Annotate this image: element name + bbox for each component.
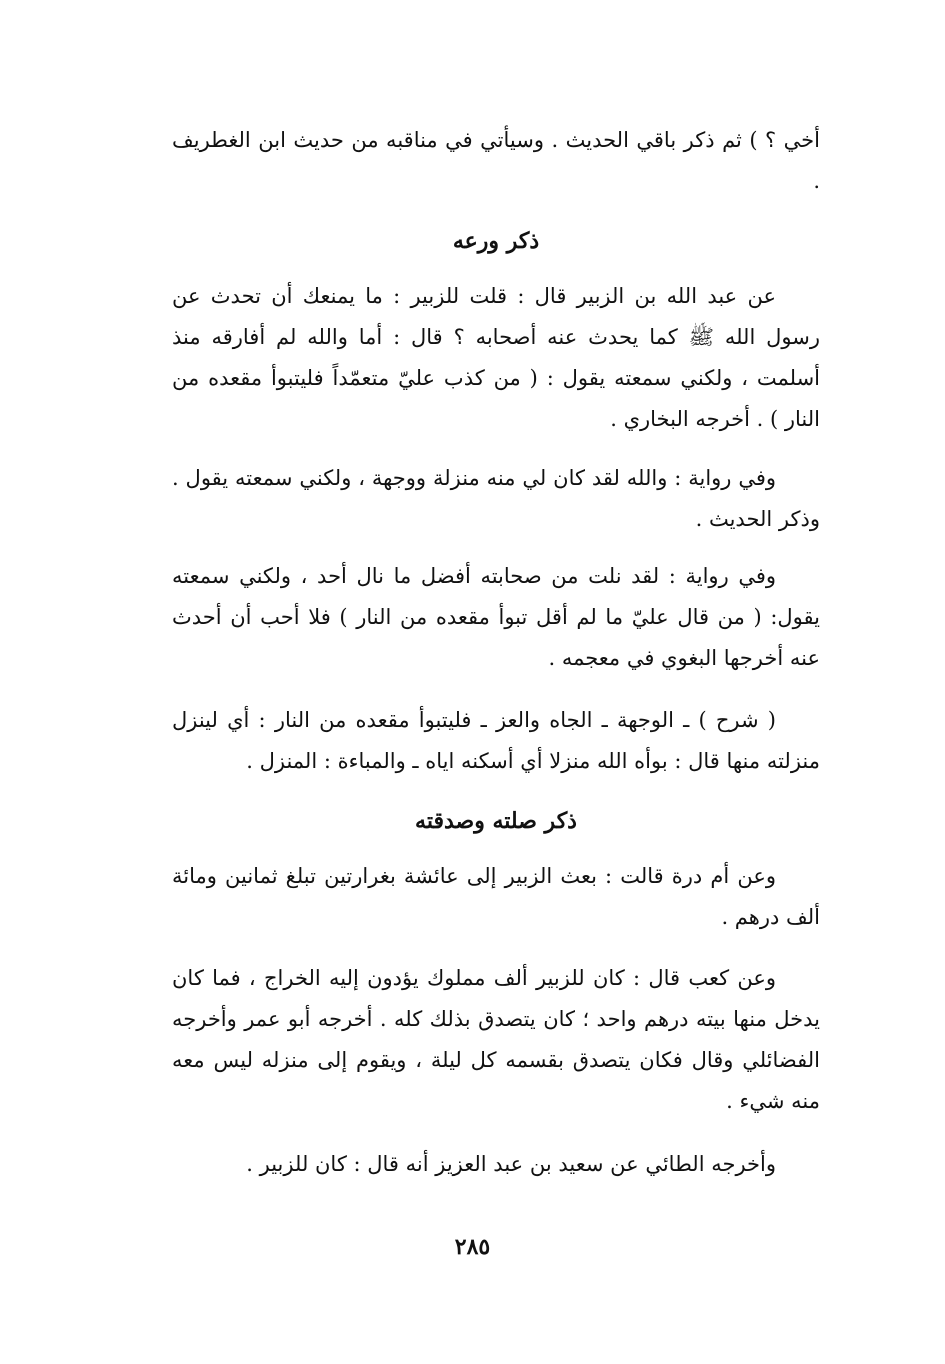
paragraph-umm-durra: وعن أم درة قالت : بعث الزبير إلى عائشة بغرارتين تبلغ ثمانين ومائة ألف درهم . — [172, 864, 820, 929]
section-heading-charity: ذكر صلته وصدقته — [415, 808, 577, 834]
paragraph-explanation: ( شرح ) ـ الوجهة ـ الجاه والعز ـ فليتبوأ مقعده من النار : أي لينزل منزلته منها قال : بوأه الله منزلا أي أسكنه اياه ـ والمباءة : المنزل . — [172, 708, 820, 773]
paragraph-kaab: وعن كعب قال : كان للزبير ألف مملوك يؤدون إليه الخراج ، فما كان يدخل منها بيته درهم واحد ؛ كان يتصدق بذلك كله . أخرجه أبو عمر وأخرجه الفضائلي وقال فكان يتصدق بقسمه كل ليلة ، ويقوم إلى منزله ليس معه منه شيء . — [172, 966, 820, 1113]
section-heading-piety: ذكر ورعه — [452, 228, 540, 254]
paragraph-hadith-narration: عن عبد الله بن الزبير قال : قلت للزبير : ما يمنعك أن تحدث عن رسول الله ﷺ كما يحدث عنه أصحابه ؟ قال : أما والله لم أفارقه منذ أسلمت ، ولكني سمعته يقول : ( من كذب عليّ متعمّداً فليتبوأ مقعده من النار ) . أخرجه البخاري . — [172, 284, 820, 431]
paragraph-continuation: أخي ؟ ) ثم ذكر باقي الحديث . وسيأتي في مناقبه من حديث ابن الغطريف . — [172, 128, 820, 193]
page-number: ٢٨٥ — [454, 1234, 491, 1260]
paragraph-narration-variant-2: وفي رواية : لقد نلت من صحابته أفضل ما نال أحد ، ولكني سمعته يقول: ( من قال عليّ ما لم أقل تبوأ مقعده من النار ) فلا أحب أن أحدث عنه أخرجها البغوي في معجمه . — [172, 564, 820, 670]
paragraph-narration-variant-1: وفي رواية : والله لقد كان لي منه منزلة ووجهة ، ولكني سمعته يقول . وذكر الحديث . — [172, 466, 820, 531]
paragraph-altai: وأخرجه الطائي عن سعيد بن عبد العزيز أنه قال : كان للزبير . — [246, 1152, 776, 1176]
